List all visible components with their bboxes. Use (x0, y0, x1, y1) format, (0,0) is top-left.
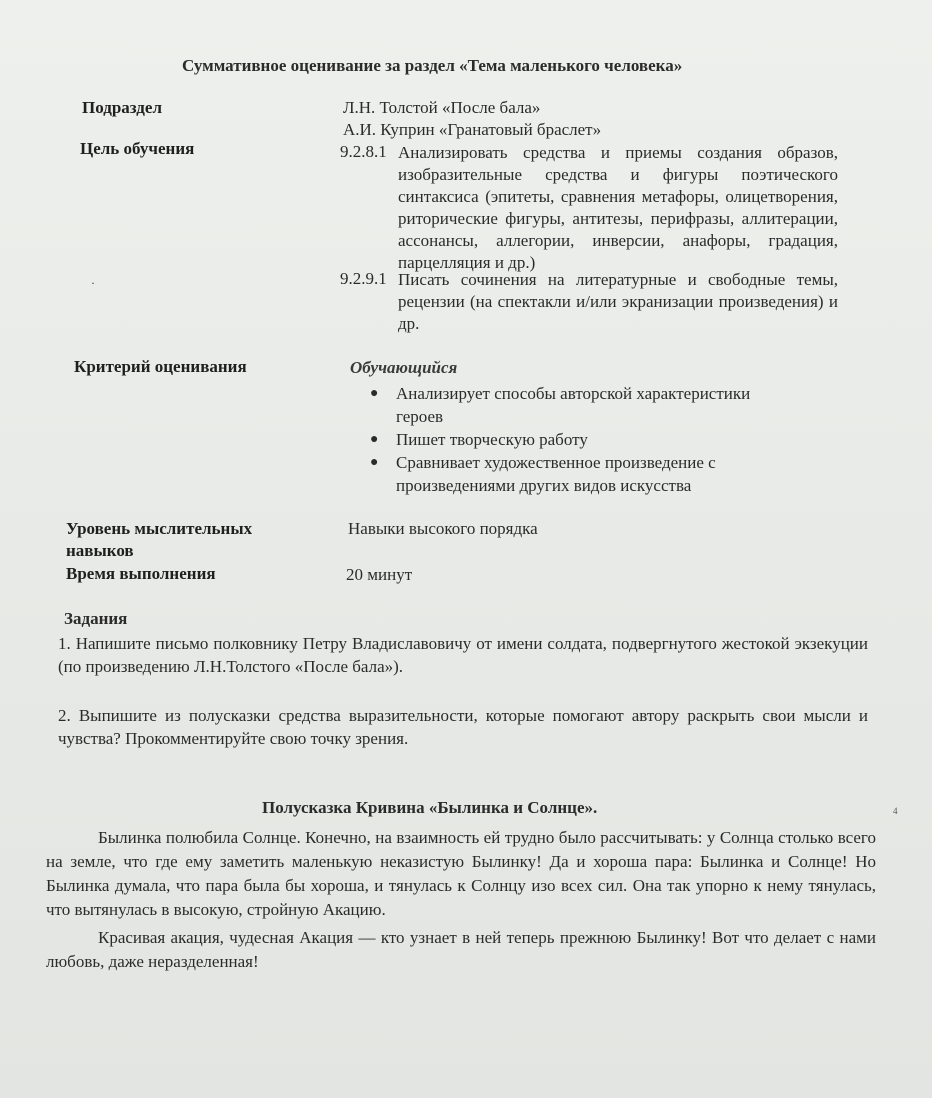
time-label: Время выполнения (66, 564, 216, 583)
story-paragraph-1: Былинка полюбила Солнце. Конечно, на взаимность ей трудно было рассчитывать: у Солнца столько всего на земле, что где ему заметить маленькую неказистую Былинку! Да и хороша пара: Былинка и Солнце! Но Былинка думала, что пара была бы хороша, и тянулась к Солнцу изо всех сил. Она так упорно к нему тянулась, что вытянулась в высокую, стройную Акацию. (46, 828, 876, 919)
paper-speck: · (91, 276, 95, 290)
subsection-label: Подраздел (82, 98, 162, 117)
task-1: 1. Напишите письмо полковнику Петру Владиславовичу от имени солдата, подвергнутого жестокой экзекуции (по произведению Л.Н.Толстого «После бала»). (58, 634, 868, 676)
criteria-item: ● Пишет творческую работу (370, 430, 588, 449)
objectives-label: Цель обучения (80, 139, 195, 158)
story-title: Полусказка Кривина «Былинка и Солнце». (262, 798, 598, 817)
criteria-heading: Обучающийся (350, 358, 458, 377)
objective-text-2: Писать сочинения на литературные и свободные темы, рецензии (на спектакли и/или экранизации произведения) и др. (398, 270, 838, 333)
corner-mark: 4 (893, 806, 898, 816)
bullet-icon: ● (370, 432, 379, 447)
subsection-value-1: Л.Н. Толстой «После бала» (343, 98, 541, 117)
story-paragraph-2: Красивая акация, чудесная Акация — кто узнает в ней теперь прежнюю Былинку! Вот что делает с нами любовь, даже неразделенная! (46, 928, 876, 971)
tasks-heading: Задания (64, 609, 128, 628)
criteria-label: Критерий оценивания (74, 357, 247, 376)
time-value: 20 минут (346, 565, 413, 584)
objective-text-1: Анализировать средства и приемы создания образов, изобразительные средства и фигуры поэтического синтаксиса (эпитеты, сравнения метафоры, олицетворения, риторические фигуры, антитезы, перифразы, аллитерации, ассонансы, аллегории, инверсии, анафоры, градация, парцелляция и др.) (398, 143, 838, 272)
thinking-value: Навыки высокого порядка (348, 519, 538, 538)
objective-code-2: 9.2.9.1 (340, 269, 387, 288)
criteria-item: ● Сравнивает художественное произведение с произведениями других видов искусства (370, 453, 716, 495)
document-title: Суммативное оценивание за раздел «Тема маленького человека» (182, 56, 683, 75)
bullet-icon: ● (370, 455, 379, 470)
task-2: 2. Выпишите из полусказки средства выразительности, которые помогают автору раскрыть свои мысли и чувства? Прокомментируйте свою точку зрения. (58, 706, 868, 748)
criteria-item: ● Анализирует способы авторской характеристики героев (370, 384, 751, 426)
objective-code-1: 9.2.8.1 (340, 142, 387, 161)
bullet-icon: ● (370, 386, 379, 401)
subsection-value-2: А.И. Куприн «Гранатовый браслет» (343, 120, 602, 139)
story-body (46, 826, 876, 974)
criteria-list (370, 382, 790, 497)
thinking-label: Уровень мыслительных навыков (66, 519, 253, 560)
